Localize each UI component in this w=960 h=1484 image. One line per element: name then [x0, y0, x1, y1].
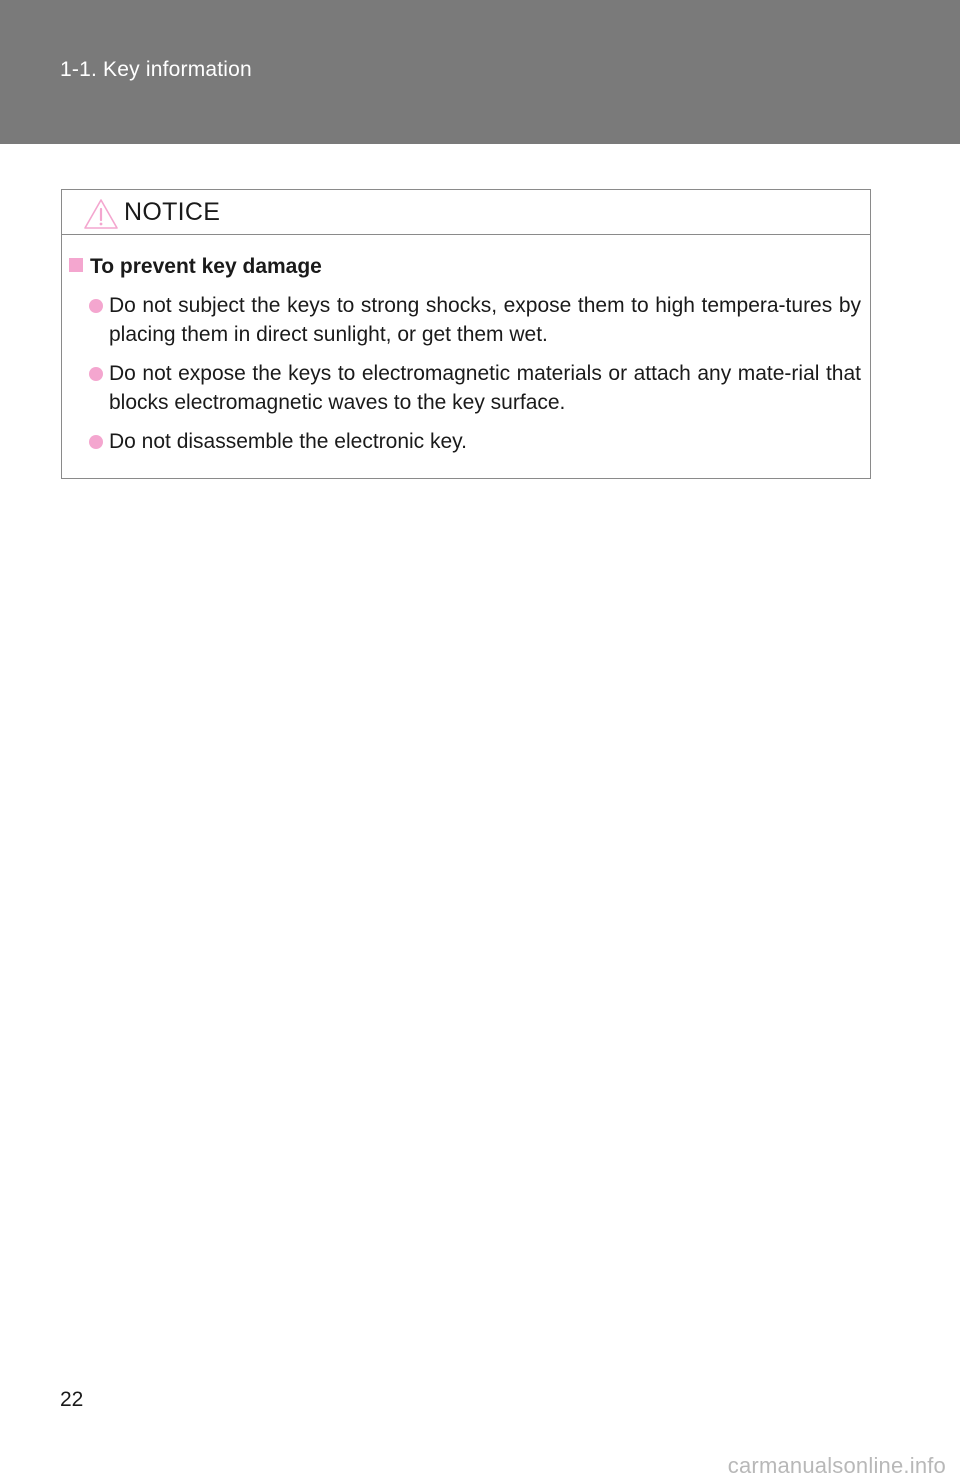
bullet-dot-icon [89, 367, 103, 381]
square-bullet-icon [69, 258, 83, 272]
list-item-text: Do not expose the keys to electromagnetic materials or attach any mate-rial that blocks electromagnetic waves to the key surface. [109, 362, 861, 414]
notice-box [61, 189, 871, 479]
watermark: carmanualsonline.info [727, 1453, 946, 1478]
notice-topic [69, 255, 322, 279]
list-item-text: Do not disassemble the electronic key. [109, 430, 467, 453]
notice-header [62, 190, 870, 235]
bullet-dot-icon [89, 435, 103, 449]
list-item-text: Do not subject the keys to strong shocks, expose them to high tempera-tures by placing them in direct sunlight, or get them wet. [109, 294, 861, 346]
header-band [0, 0, 960, 144]
list-item [89, 427, 861, 456]
list-item [89, 359, 861, 417]
notice-label: NOTICE [124, 198, 221, 226]
notice-topic-text: To prevent key damage [90, 255, 322, 278]
bullet-dot-icon [89, 299, 103, 313]
warning-triangle-icon [83, 198, 119, 230]
page-number: 22 [60, 1388, 84, 1411]
list-item [89, 291, 861, 349]
section-title: 1-1. Key information [60, 58, 252, 81]
